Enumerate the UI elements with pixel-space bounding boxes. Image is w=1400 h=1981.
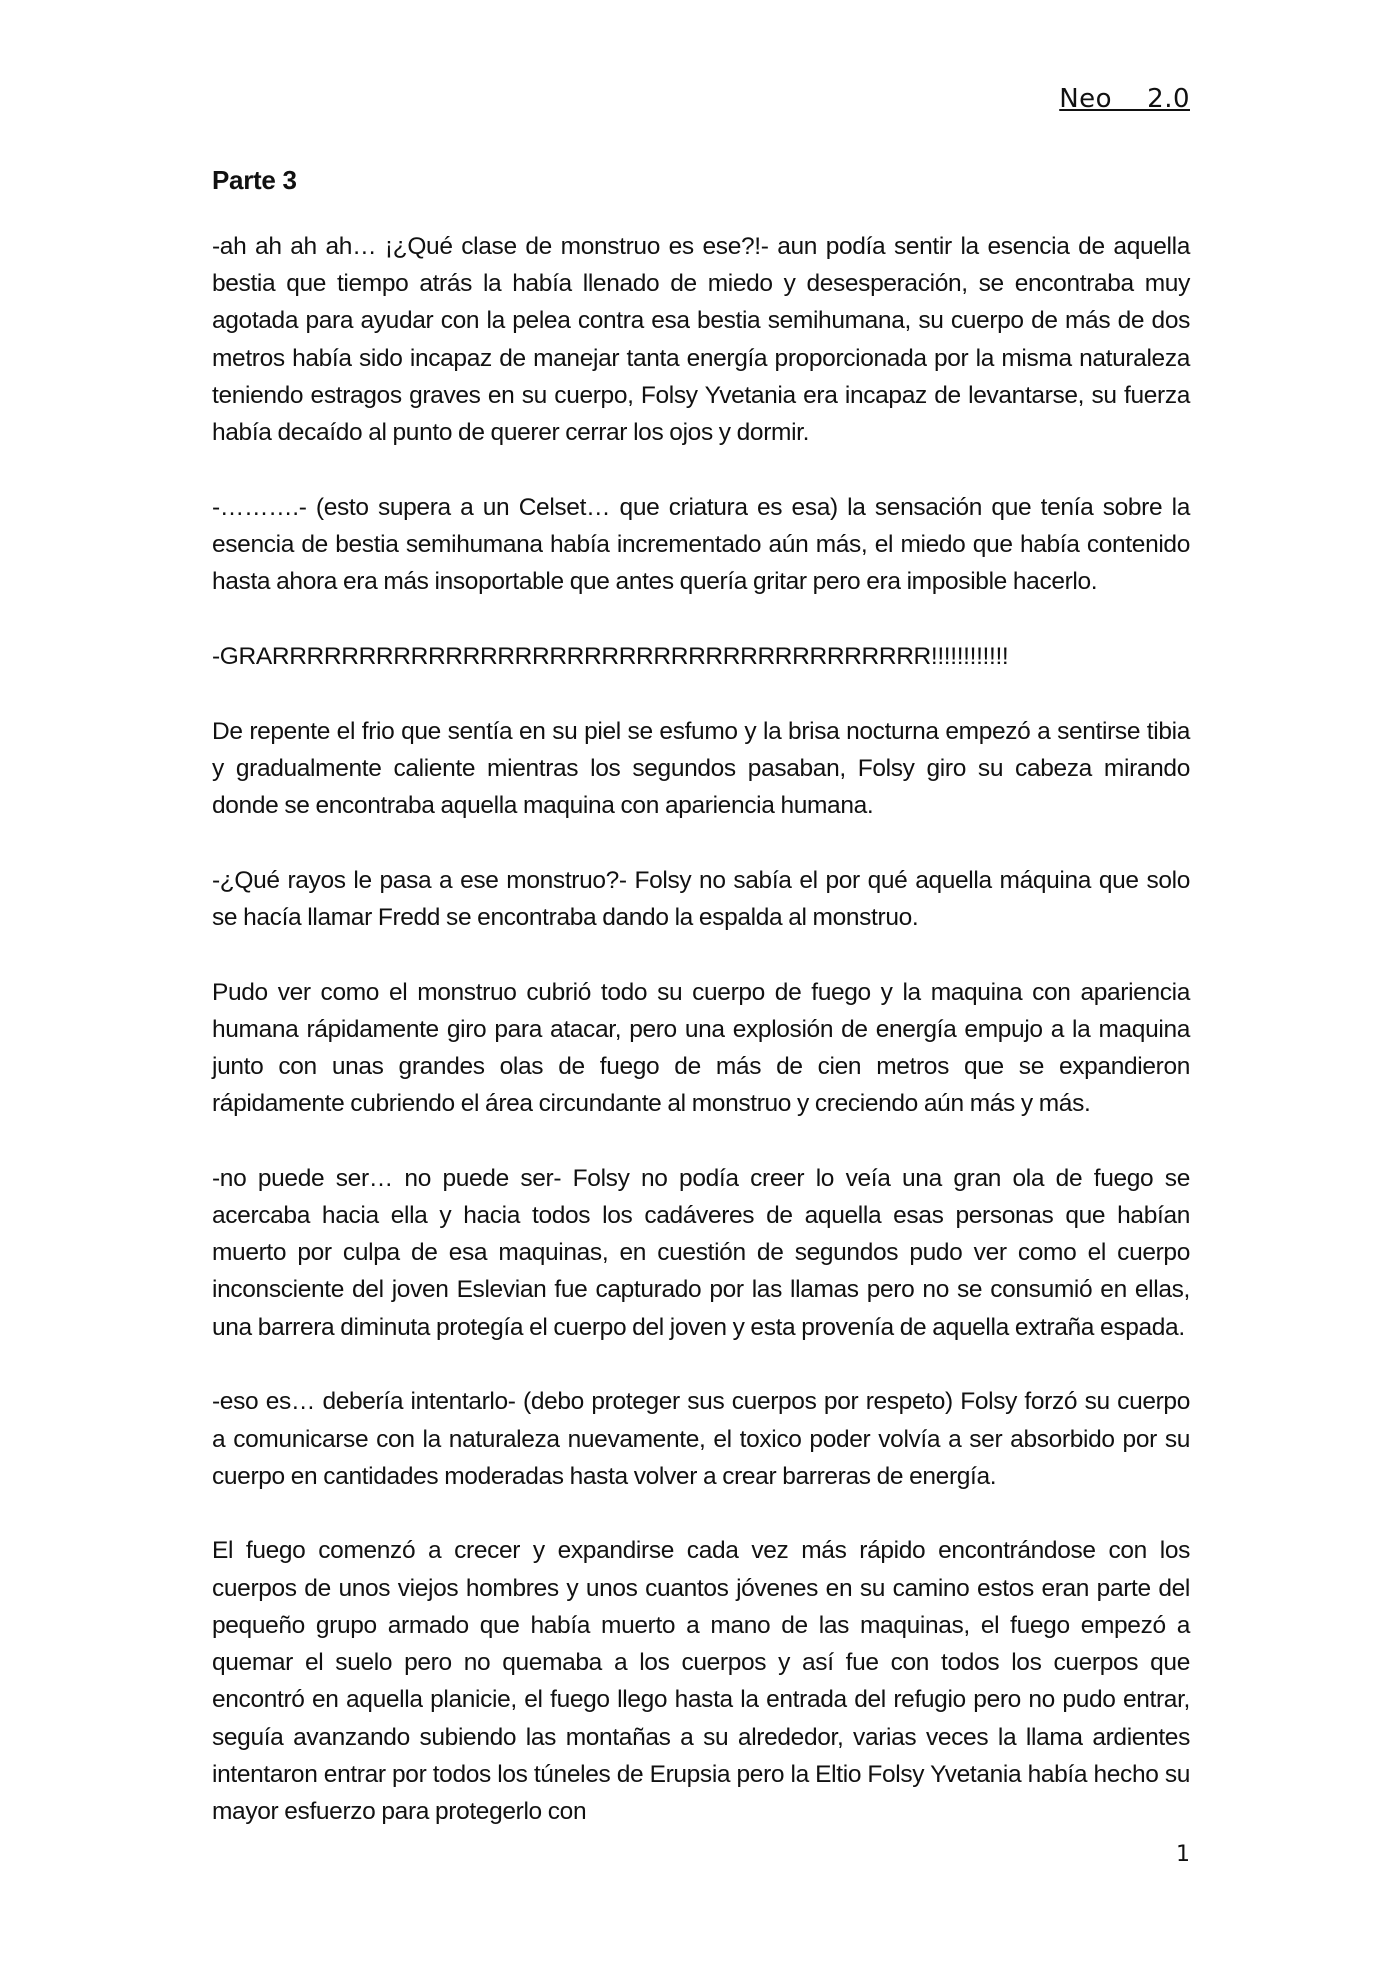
paragraph: Pudo ver como el monstruo cubrió todo su cuerpo de fuego y la maquina con apariencia humana rápidamente giro para atacar, pero una explosión de energía empujo a la maquina junto con unas grandes olas de fuego de más de cien metros que se expandieron rápidamente cubriendo el área circundante al monstruo y creciendo aún más y más.	[212, 978, 1190, 1118]
paragraph: De repente el frio que sentía en su piel se esfumo y la brisa nocturna empezó a sentirse tibia y gradualmente caliente mientras los segundos pasaban, Folsy giro su cabeza mirando donde se encontraba aquella maquina con apariencia humana.	[212, 717, 1190, 819]
paragraph: -……….- (esto supera a un Celset… que criatura es esa) la sensación que tenía sobre la esencia de bestia semihumana había incrementado aún más, el miedo que había contenido hasta ahora era más insoportable que antes quería gritar pero era imposible hacerlo.	[212, 493, 1190, 596]
section-title: Parte 3	[212, 165, 297, 195]
paragraph: -no puede ser… no puede ser- Folsy no podía creer lo veía una gran ola de fuego se acercaba hacia ella y hacia todos los cadáveres de aquella esas personas que habían muerto por culpa de esa maquinas, en cuestión de segundos pudo ver como el cuerpo inconsciente del joven Eslevian fue capturado por las llamas pero no se consumió en ellas, una barrera diminuta protegía el cuerpo del joven y esta provenía de aquella extraña espada.	[212, 1164, 1190, 1341]
paragraph: -GRARRRRRRRRRRRRRRRRRRRRRRRRRRRRRRRRRRRRRR!!!!!!!!!!!!	[212, 642, 1009, 670]
paragraph: -eso es… debería intentarlo- (debo proteger sus cuerpos por respeto) Folsy forzó su cuerpo a comunicarse con la naturaleza nuevamente, el toxico poder volvía a ser absorbido por su cuerpo en cantidades moderadas hasta volver a crear barreras de energía.	[212, 1388, 1190, 1490]
paragraph: -ah ah ah ah… ¡¿Qué clase de monstruo es ese?!- aun podía sentir la esencia de aquella bestia que tiempo atrás la había llenado de miedo y desesperación, se encontraba muy agotada para ayudar con la pelea contra esa bestia semihumana, su cuerpo de más de dos metros había sido incapaz de manejar tanta energía proporcionada por la misma naturaleza teniendo estragos graves en su cuerpo, Folsy Yvetania era incapaz de levantarse, su fuerza había decaído al punto de querer cerrar los ojos y dormir.	[212, 233, 1190, 447]
paragraph: -¿Qué rayos le pasa a ese monstruo?- Folsy no sabía el por qué aquella máquina que solo se hacía llamar Fredd se encontraba dando la espalda al monstruo.	[212, 866, 1190, 931]
running-header: Neo 2.0	[1059, 84, 1190, 114]
page-number: 1	[1176, 1842, 1190, 1867]
paragraph: El fuego comenzó a crecer y expandirse cada vez más rápido encontrándose con los cuerpos de unos viejos hombres y unos cuantos jóvenes en su camino estos eran parte del pequeño grupo armado que había muerto a mano de las maquinas, el fuego empezó a quemar el suelo pero no quemaba a los cuerpos y así fue con todos los cuerpos que encontró en aquella planicie, el fuego llego hasta la entrada del refugio pero no pudo entrar, seguía avanzando subiendo las montañas a su alrededor, varias veces la llama ardientes intentaron entrar por todos los túneles de Erupsia pero la Eltio Folsy Yvetania había hecho su mayor esfuerzo para protegerlo con	[212, 1537, 1190, 1825]
document-body	[212, 165, 1190, 1830]
